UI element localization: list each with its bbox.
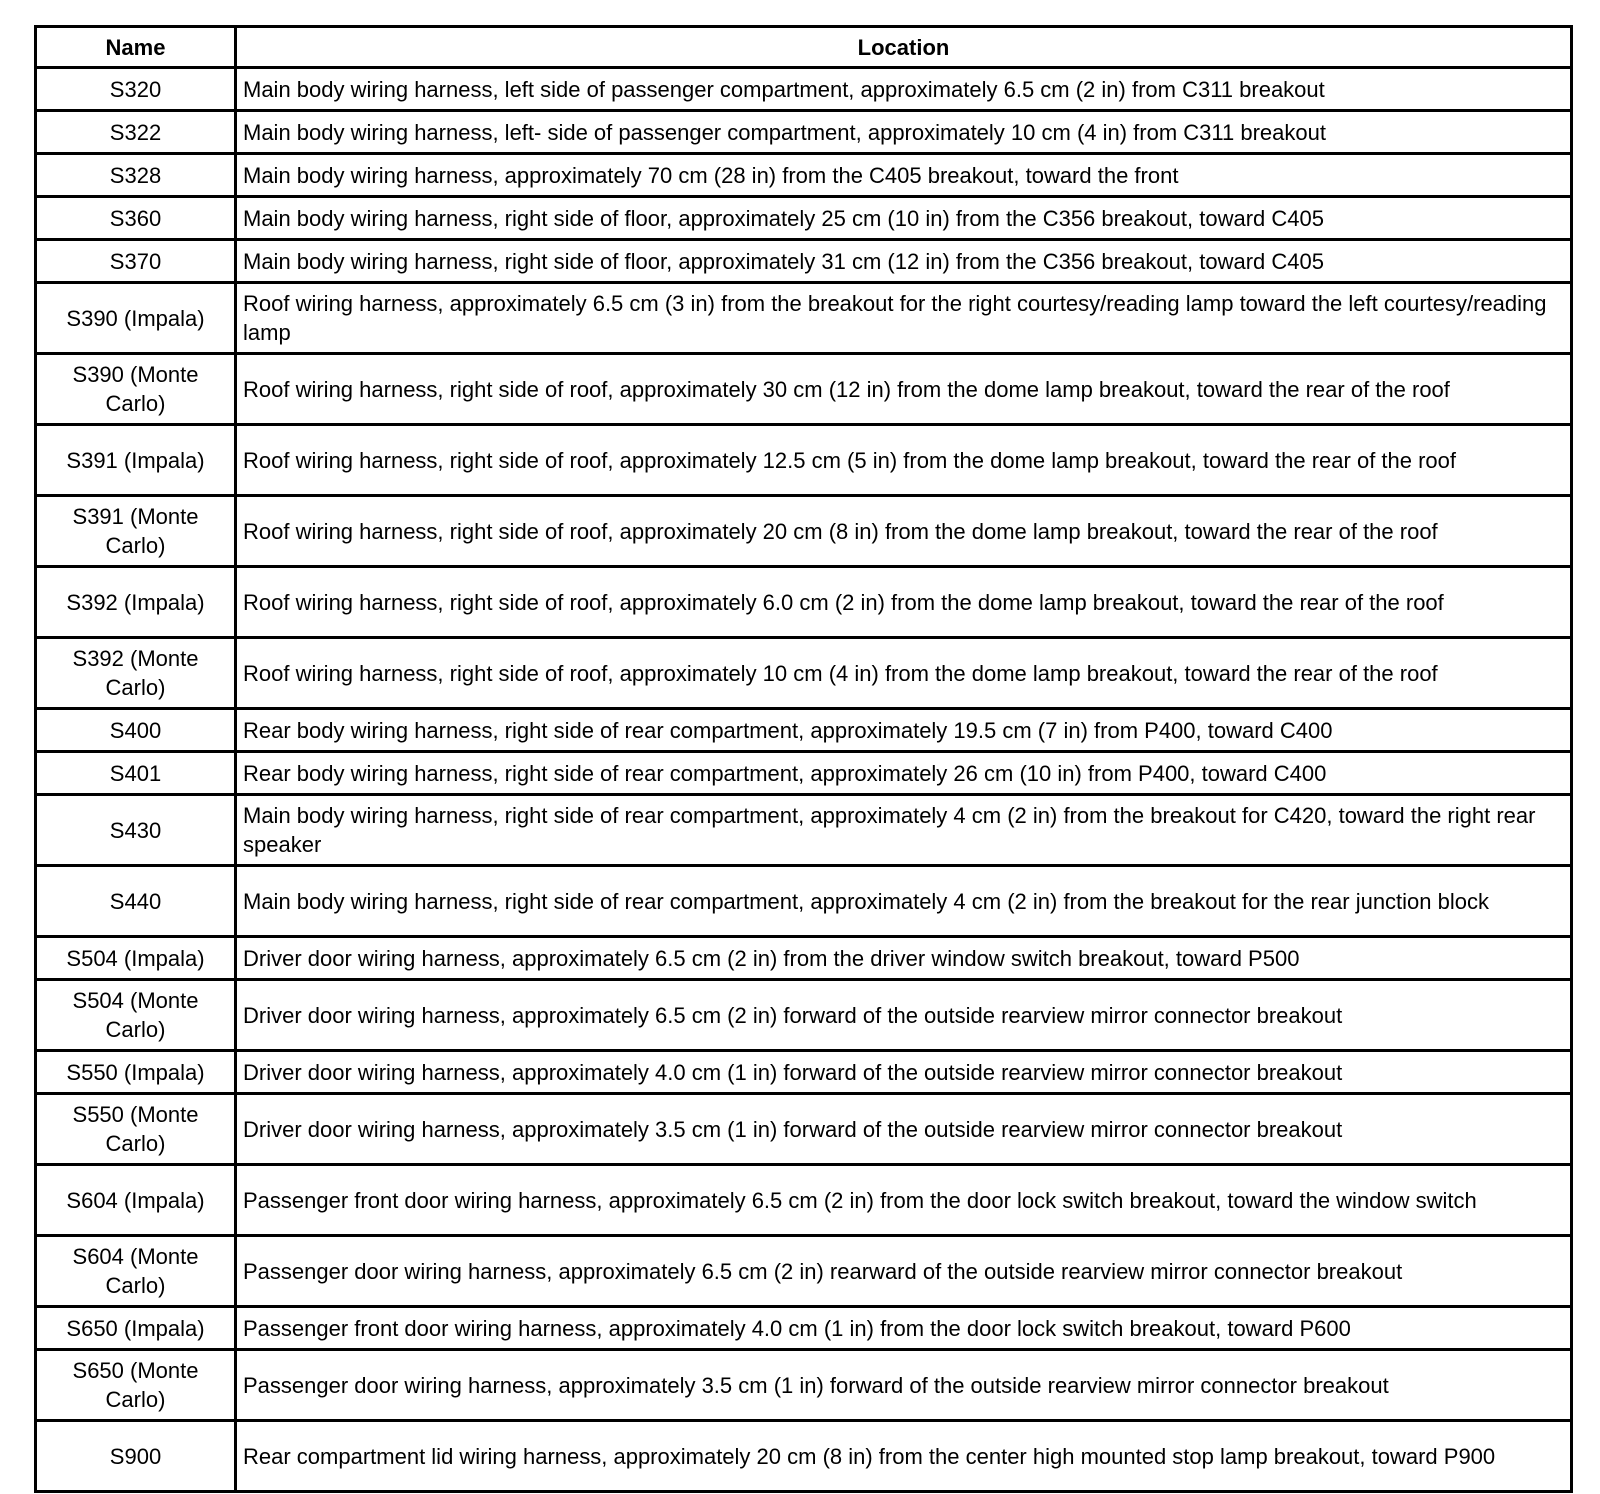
splice-location: Passenger door wiring harness, approximately 6.5 cm (2 in) rearward of the outside rearview mirror connector breakout — [236, 1236, 1572, 1307]
table-row — [36, 1236, 1572, 1307]
splice-location: Driver door wiring harness, approximately 6.5 cm (2 in) forward of the outside rearview mirror connector breakout — [236, 980, 1572, 1051]
splice-name: S390 (Monte Carlo) — [36, 354, 236, 425]
splice-location: Main body wiring harness, right side of floor, approximately 25 cm (10 in) from the C356 breakout, toward C405 — [236, 197, 1572, 240]
splice-location: Roof wiring harness, right side of roof, approximately 10 cm (4 in) from the dome lamp breakout, toward the rear of the roof — [236, 638, 1572, 709]
table-row — [36, 240, 1572, 283]
splice-name: S430 — [36, 795, 236, 866]
table-row — [36, 980, 1572, 1051]
splice-location: Roof wiring harness, right side of roof, approximately 30 cm (12 in) from the dome lamp breakout, toward the rear of the roof — [236, 354, 1572, 425]
table-row — [36, 1307, 1572, 1350]
splice-location: Main body wiring harness, right side of floor, approximately 31 cm (12 in) from the C356 breakout, toward C405 — [236, 240, 1572, 283]
table-row — [36, 1421, 1572, 1492]
table-row — [36, 68, 1572, 111]
splice-name: S604 (Monte Carlo) — [36, 1236, 236, 1307]
splice-location: Main body wiring harness, left side of passenger compartment, approximately 6.5 cm (2 in) from C311 breakout — [236, 68, 1572, 111]
table-row — [36, 567, 1572, 638]
column-header-location: Location — [236, 27, 1572, 68]
splice-location: Rear compartment lid wiring harness, approximately 20 cm (8 in) from the center high mounted stop lamp breakout, toward P900 — [236, 1421, 1572, 1492]
splice-name: S320 — [36, 68, 236, 111]
splice-location: Main body wiring harness, left- side of passenger compartment, approximately 10 cm (4 in) from C311 breakout — [236, 111, 1572, 154]
splice-name: S400 — [36, 709, 236, 752]
splice-location: Roof wiring harness, right side of roof, approximately 20 cm (8 in) from the dome lamp breakout, toward the rear of the roof — [236, 496, 1572, 567]
splice-name: S391 (Impala) — [36, 425, 236, 496]
table-row — [36, 425, 1572, 496]
splice-name: S401 — [36, 752, 236, 795]
splice-location: Rear body wiring harness, right side of rear compartment, approximately 26 cm (10 in) from P400, toward C400 — [236, 752, 1572, 795]
table-row — [36, 496, 1572, 567]
table-row — [36, 1165, 1572, 1236]
splice-name: S504 (Monte Carlo) — [36, 980, 236, 1051]
splice-name: S550 (Monte Carlo) — [36, 1094, 236, 1165]
splice-location: Main body wiring harness, approximately 70 cm (28 in) from the C405 breakout, toward the front — [236, 154, 1572, 197]
splice-name: S604 (Impala) — [36, 1165, 236, 1236]
splice-name: S900 — [36, 1421, 236, 1492]
table-row — [36, 154, 1572, 197]
splice-location-table-container — [34, 25, 1570, 1493]
splice-name: S391 (Monte Carlo) — [36, 496, 236, 567]
splice-name: S392 (Monte Carlo) — [36, 638, 236, 709]
table-row — [36, 354, 1572, 425]
table-row — [36, 1350, 1572, 1421]
splice-name: S322 — [36, 111, 236, 154]
table-row — [36, 1051, 1572, 1094]
splice-location: Main body wiring harness, right side of rear compartment, approximately 4 cm (2 in) from the breakout for C420, toward the right rear speaker — [236, 795, 1572, 866]
table-header-row — [36, 27, 1572, 68]
splice-name: S440 — [36, 866, 236, 937]
splice-location: Passenger front door wiring harness, approximately 4.0 cm (1 in) from the door lock switch breakout, toward P600 — [236, 1307, 1572, 1350]
splice-name: S328 — [36, 154, 236, 197]
splice-location: Rear body wiring harness, right side of rear compartment, approximately 19.5 cm (7 in) from P400, toward C400 — [236, 709, 1572, 752]
splice-location-table — [34, 25, 1573, 1493]
splice-location: Roof wiring harness, right side of roof, approximately 6.0 cm (2 in) from the dome lamp breakout, toward the rear of the roof — [236, 567, 1572, 638]
table-row — [36, 752, 1572, 795]
splice-location: Driver door wiring harness, approximately 4.0 cm (1 in) forward of the outside rearview mirror connector breakout — [236, 1051, 1572, 1094]
splice-name: S390 (Impala) — [36, 283, 236, 354]
table-row — [36, 111, 1572, 154]
splice-name: S650 (Impala) — [36, 1307, 236, 1350]
table-row — [36, 709, 1572, 752]
splice-location: Passenger front door wiring harness, approximately 6.5 cm (2 in) from the door lock switch breakout, toward the window switch — [236, 1165, 1572, 1236]
splice-location: Roof wiring harness, approximately 6.5 cm (3 in) from the breakout for the right courtesy/reading lamp toward the left courtesy/reading lamp — [236, 283, 1572, 354]
splice-name: S550 (Impala) — [36, 1051, 236, 1094]
splice-location: Roof wiring harness, right side of roof, approximately 12.5 cm (5 in) from the dome lamp breakout, toward the rear of the roof — [236, 425, 1572, 496]
column-header-name: Name — [36, 27, 236, 68]
splice-name: S370 — [36, 240, 236, 283]
splice-name: S650 (Monte Carlo) — [36, 1350, 236, 1421]
splice-location: Main body wiring harness, right side of rear compartment, approximately 4 cm (2 in) from the breakout for the rear junction block — [236, 866, 1572, 937]
table-row — [36, 283, 1572, 354]
splice-name: S360 — [36, 197, 236, 240]
splice-name: S392 (Impala) — [36, 567, 236, 638]
splice-name: S504 (Impala) — [36, 937, 236, 980]
table-row — [36, 638, 1572, 709]
table-row — [36, 795, 1572, 866]
table-row — [36, 197, 1572, 240]
splice-location: Passenger door wiring harness, approximately 3.5 cm (1 in) forward of the outside rearview mirror connector breakout — [236, 1350, 1572, 1421]
splice-location: Driver door wiring harness, approximately 3.5 cm (1 in) forward of the outside rearview mirror connector breakout — [236, 1094, 1572, 1165]
table-row — [36, 937, 1572, 980]
splice-location: Driver door wiring harness, approximately 6.5 cm (2 in) from the driver window switch breakout, toward P500 — [236, 937, 1572, 980]
table-row — [36, 866, 1572, 937]
table-row — [36, 1094, 1572, 1165]
